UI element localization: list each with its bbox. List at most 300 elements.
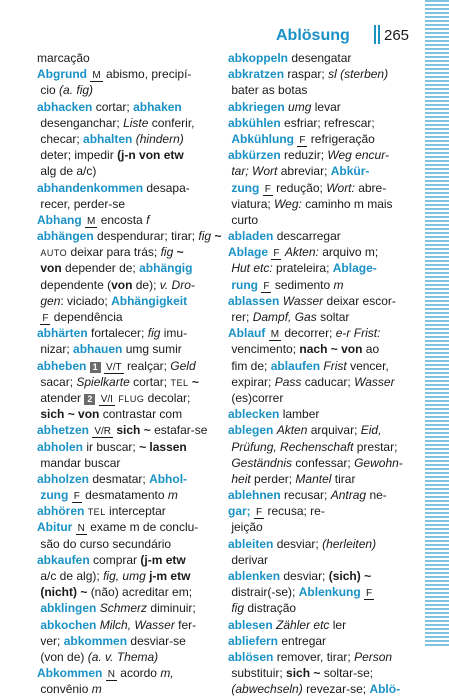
entry-line: [37, 260, 217, 276]
entry-line: [37, 633, 217, 649]
entry-text: umg sumir: [125, 342, 182, 357]
gender-label: N: [107, 669, 115, 681]
entry-line: [37, 293, 217, 309]
entry-text: deixar para trás;: [70, 245, 158, 260]
entry-text: convênio: [40, 682, 89, 697]
usage-note: Frist: [323, 358, 347, 373]
headword: abheben: [37, 358, 87, 373]
entry-line: [228, 471, 403, 487]
entry-text: desengatar: [291, 51, 352, 65]
entry-line: [37, 196, 217, 212]
entry-text: sich ~: [286, 666, 321, 681]
entry-text: soltar: [320, 310, 350, 324]
usage-note: m: [91, 682, 102, 697]
headword: ablehnen: [228, 488, 281, 503]
headword: abholzen: [37, 471, 90, 486]
usage-note: umg: [288, 99, 312, 114]
headword: abhängen: [37, 229, 94, 244]
entry-line: [228, 439, 403, 455]
entry-text: nizar;: [40, 342, 70, 357]
entry-text: jeição: [231, 520, 263, 535]
entry-line: [37, 681, 217, 697]
entry-text: de);: [132, 277, 157, 292]
usage-note: Person: [354, 649, 393, 664]
entry-line: [228, 147, 403, 163]
entry-text: ~: [176, 245, 184, 260]
headword: Ablage: [228, 245, 269, 260]
headword: abhärten: [37, 326, 88, 341]
headword: ablesen: [228, 617, 273, 632]
headword: abhängig: [139, 261, 193, 276]
headword: abhalten: [83, 131, 133, 146]
entry-line: [37, 341, 217, 357]
entry-text: viatura;: [231, 196, 271, 211]
usage-note: m: [167, 488, 178, 503]
entry-text: sich ~: [116, 423, 151, 438]
entry-text: fortalecer;: [91, 326, 145, 341]
entry-text: prateleira;: [276, 261, 330, 276]
entry-line: [228, 584, 403, 600]
usage-note: Dampf, Gas: [252, 310, 317, 324]
entry-line: [37, 66, 217, 82]
entry-text: cortar;: [95, 99, 130, 114]
entry-text: cortar;: [133, 374, 168, 389]
entry-text: desmatamento: [85, 488, 165, 503]
entry-text: entregar: [281, 633, 327, 648]
entry-text: caducar;: [304, 374, 351, 389]
entry-text: reduzir;: [284, 148, 325, 163]
domain-label: TEL: [87, 507, 106, 518]
entry-text: esfriar; refrescar;: [284, 115, 375, 130]
usage-note: tar;: [231, 164, 249, 179]
entry-line: [37, 325, 217, 341]
entry-line: [228, 649, 403, 665]
entry-text: desviar-se: [130, 633, 186, 648]
entry-text: abreviar;: [280, 164, 328, 179]
gender-label: F: [366, 588, 373, 600]
entry-line: [228, 50, 403, 66]
headword: Abkühlung: [231, 131, 294, 146]
gender-label: F: [299, 134, 306, 146]
entry-line: [228, 212, 403, 228]
entry-line: [228, 406, 403, 422]
entry-text: decorrer;: [284, 326, 333, 341]
entry-text: checar;: [40, 131, 80, 146]
entry-line: [228, 163, 403, 179]
entry-line: [37, 503, 217, 519]
entry-line: [228, 519, 403, 535]
entry-text: desmatar;: [92, 471, 146, 486]
usage-note: fig: [147, 326, 161, 341]
entry-text: descarregar: [276, 229, 341, 244]
usage-note: Gewohn-: [354, 455, 403, 470]
headword: Ablauf: [228, 326, 266, 341]
usage-note: fig: [160, 245, 174, 260]
entry-text: substituir;: [231, 666, 283, 681]
entry-text: redução;: [276, 180, 323, 195]
entry-line: [37, 487, 217, 503]
usage-note: m: [333, 277, 344, 292]
entry-text: sacar;: [40, 374, 74, 389]
headword: abholen: [37, 439, 84, 454]
entry-line: [228, 341, 403, 357]
headword: abhauen: [73, 342, 123, 357]
entry-text: deixar escor-: [326, 293, 396, 308]
entry-text: dependente (: [40, 277, 112, 292]
entry-text: recer, perder-se: [40, 196, 126, 211]
entry-line: [228, 600, 403, 616]
entry-text: ~: [214, 229, 222, 244]
entry-text: confessar;: [295, 455, 351, 470]
entry-line: [37, 600, 217, 616]
entry-text: fer-: [178, 617, 197, 632]
domain-label: FLUG: [118, 393, 145, 404]
headword: ablenken: [228, 569, 281, 583]
entry-line: [228, 390, 403, 406]
entry-text: recusa; re-: [267, 504, 325, 519]
entry-line: [228, 82, 403, 98]
entry-text: prestar;: [353, 439, 398, 454]
gender-label: F: [273, 248, 280, 260]
entry-line: [228, 358, 403, 374]
entry-line: [228, 503, 403, 519]
entry-text: abre-: [358, 180, 387, 195]
entry-text: levar: [314, 99, 341, 114]
usage-note: gen: [40, 293, 61, 308]
usage-note: Zähler etc: [276, 617, 330, 632]
entry-text: : viciado;: [60, 293, 108, 308]
gender-label: V/I: [100, 393, 113, 405]
headword: Abhängigkeit: [111, 293, 188, 308]
entry-line: [37, 180, 217, 196]
page-edge-stripe: [425, 0, 449, 648]
entry-line: [37, 471, 217, 487]
headword: abklingen: [40, 601, 97, 616]
entry-text: alg de a/c): [40, 164, 97, 179]
headword: abkommen: [63, 633, 128, 648]
entry-line: [228, 568, 403, 584]
headword: abliefern: [228, 633, 279, 648]
entry-line: [228, 552, 403, 568]
entry-text: ne-: [369, 488, 387, 503]
entry-text: contrastar com: [102, 407, 183, 422]
usage-note: Pass: [274, 374, 302, 389]
headword: Ablage-: [332, 261, 377, 276]
entry-text: dependência: [53, 310, 123, 324]
usage-note: fig, umg: [103, 569, 146, 583]
headword: abhacken: [37, 99, 93, 114]
gender-label: F: [73, 491, 80, 503]
entry-text: desviar;: [283, 569, 326, 583]
entry-line: [37, 50, 217, 66]
headword: Abhang: [37, 212, 82, 227]
gender-label: V/R: [94, 426, 112, 438]
entry-text: vencer,: [350, 358, 389, 373]
entry-text: remover, tirar;: [276, 649, 351, 664]
entry-line: [228, 293, 403, 309]
headword: abhandenkommen: [37, 180, 144, 195]
headword: abhaken: [133, 99, 182, 114]
entry-text: curto: [231, 212, 259, 227]
entry-line: [37, 244, 217, 260]
entry-line: [228, 228, 403, 244]
entry-text: desapa-: [146, 180, 190, 195]
entry-text: imu-: [163, 326, 188, 341]
entry-text: rer;: [231, 310, 250, 324]
entry-text: ao: [365, 342, 380, 357]
headword: abhören: [37, 504, 85, 519]
gender-label: F: [42, 313, 49, 324]
usage-note: Wort:: [326, 180, 355, 195]
entry-text: ver;: [40, 633, 61, 648]
entry-text: revezar-se;: [306, 682, 367, 697]
entry-line: [37, 552, 217, 568]
entry-text: depender de;: [65, 261, 136, 276]
entry-line: [37, 584, 217, 600]
usage-note: (abwechseln): [231, 682, 303, 697]
page-number: 265: [384, 27, 410, 44]
entry-text: distração: [247, 601, 297, 616]
sense-number: 1: [90, 362, 101, 373]
headword: ablegen: [228, 423, 274, 438]
usage-note: Prüfung, Rechenschaft: [231, 439, 354, 454]
headword: abhetzen: [37, 423, 90, 438]
entry-text: são do curso secundário: [40, 536, 172, 551]
headword: abkoppeln: [228, 51, 289, 65]
entry-line: [228, 487, 403, 503]
gender-label: M: [92, 70, 101, 82]
entry-text: (nicht) ~: [40, 585, 88, 600]
entry-text: arquivar;: [310, 423, 358, 438]
entry-line: [37, 115, 217, 131]
entry-line: [37, 228, 222, 244]
entry-text: soltar-se;: [323, 666, 374, 681]
usage-note: (a. fig): [59, 83, 94, 98]
entry-line: [228, 633, 403, 649]
usage-note: (hindern): [135, 131, 184, 146]
usage-note: Weg encur-: [327, 148, 389, 163]
entry-text: ~ lassen: [139, 439, 187, 454]
entry-line: [37, 99, 217, 115]
entry-text: (sich): [328, 569, 361, 583]
headword: ablecken: [228, 407, 280, 422]
entry-text: marcação: [37, 51, 90, 65]
gender-label: V/T: [106, 361, 122, 373]
entry-line: [37, 568, 217, 584]
entry-text: recusar;: [284, 488, 328, 503]
entry-line: [228, 665, 403, 681]
usage-note: f: [146, 212, 150, 227]
usage-note: Weg:: [274, 196, 302, 211]
usage-note: e-r Frist:: [335, 326, 381, 341]
headword: Ablö-: [369, 682, 401, 697]
entry-line: [228, 180, 403, 196]
entry-line: [37, 617, 217, 633]
gender-label: F: [263, 280, 270, 292]
entry-line: [228, 374, 403, 390]
sense-number: 2: [84, 394, 95, 405]
entry-text: j-m etw: [149, 569, 191, 583]
entry-text: bater as botas: [231, 83, 308, 98]
entry-text: von: [111, 277, 133, 292]
usage-note: (herleiten): [322, 536, 377, 551]
entry-text: lamber: [282, 407, 320, 422]
entry-line: [37, 406, 217, 422]
entry-text: derivar: [231, 552, 269, 567]
usage-note: Wasser: [282, 293, 324, 308]
headword: ableiten: [228, 536, 274, 551]
entry-line: [37, 665, 217, 681]
entry-text: encosta: [100, 212, 143, 227]
usage-note: m,: [160, 666, 174, 681]
headword: abkochen: [40, 617, 97, 632]
headword: Abkommen: [37, 666, 103, 681]
entry-line: [228, 115, 403, 131]
entry-line: [37, 309, 217, 325]
entry-text: tirar: [334, 471, 356, 486]
entry-text: distrair(-se);: [231, 585, 296, 600]
entry-line: [37, 131, 217, 147]
entry-text: estafar-se: [154, 423, 208, 438]
entry-text: mandar buscar: [40, 455, 121, 470]
entry-line: [228, 325, 403, 341]
entry-text: abismo, precipí-: [106, 67, 192, 82]
entry-text: despendurar; tirar;: [97, 229, 196, 244]
entry-text: realçar;: [126, 358, 167, 373]
entry-line: [37, 147, 217, 163]
headword: abkratzen: [228, 67, 285, 82]
usage-note: Geld: [170, 358, 196, 373]
headword: Abhol-: [149, 471, 188, 486]
usage-note: Akten:: [284, 245, 319, 260]
headword: rung: [231, 277, 259, 292]
usage-note: v. Dro-: [159, 277, 195, 292]
usage-note: Wasser: [354, 374, 395, 389]
entry-line: [37, 390, 217, 406]
entry-line: [228, 196, 403, 212]
entry-text: a/c de alg);: [40, 569, 100, 583]
entry-line: [228, 617, 403, 633]
entry-text: desenganchar;: [40, 115, 120, 130]
gender-label: F: [264, 183, 271, 195]
usage-note: fig: [231, 601, 245, 616]
entry-line: [228, 66, 403, 82]
headword: zung: [231, 180, 260, 195]
entry-text: (es)correr: [231, 390, 284, 405]
right-column: [228, 50, 403, 698]
entry-text: arquivo m;: [322, 245, 379, 260]
entry-text: caminho m mais: [305, 196, 393, 211]
usage-note: heit: [231, 471, 251, 486]
entry-line: [228, 455, 403, 471]
entry-text: deter; impedir: [40, 148, 114, 163]
usage-note: Wort: [252, 164, 278, 179]
page-header: [228, 24, 408, 46]
gender-label: M: [87, 215, 96, 227]
domain-label: AUTO: [40, 248, 68, 259]
entry-text: expirar;: [231, 374, 272, 389]
usage-note: Schmerz: [99, 601, 148, 616]
usage-note: Spielkarte: [76, 374, 130, 389]
entry-text: exame m de conclu-: [90, 520, 199, 535]
entry-line: [228, 309, 403, 325]
entry-text: (j-n von etw: [117, 148, 184, 163]
headword: ablösen: [228, 649, 274, 664]
domain-label: TEL: [170, 377, 189, 388]
entry-line: [228, 422, 403, 438]
entry-text: atender: [40, 390, 82, 405]
guide-word: Ablösung: [276, 27, 350, 44]
entry-text: (j-m etw: [140, 552, 186, 567]
usage-note: Antrag: [330, 488, 367, 503]
headword: Abkür-: [330, 164, 370, 179]
usage-note: Geständnis: [231, 455, 293, 470]
gender-label: F: [256, 507, 263, 519]
entry-text: refrigeração: [310, 131, 375, 146]
headword: ablaufen: [270, 358, 321, 373]
entry-text: (von de): [40, 649, 88, 664]
entry-text: acordo: [120, 666, 157, 681]
entry-text: sich ~ von: [40, 407, 100, 422]
entry-line: [37, 439, 217, 455]
entry-text: ler: [332, 617, 347, 632]
entry-text: fim de;: [231, 358, 268, 373]
headword: abkaufen: [37, 552, 90, 567]
entry-line: [37, 536, 217, 552]
entry-line: [228, 681, 403, 697]
usage-note: Liste: [123, 115, 149, 130]
entry-text: nach ~ von: [299, 342, 363, 357]
usage-note: sl (sterben): [328, 67, 389, 82]
entry-text: decolar;: [147, 390, 191, 405]
entry-text: comprar: [93, 552, 138, 567]
entry-line: [37, 422, 217, 438]
entry-line: [228, 536, 403, 552]
gender-label: N: [77, 523, 85, 535]
entry-text: conferir,: [151, 115, 195, 130]
entry-text: interceptar: [109, 504, 166, 519]
entry-text: vencimento;: [231, 342, 297, 357]
entry-line: [37, 212, 217, 228]
headword: zung: [40, 488, 69, 503]
entry-line: [228, 277, 403, 293]
entry-text: diminuir;: [150, 601, 196, 616]
entry-text: sedimento: [274, 277, 331, 292]
entry-line: [228, 99, 403, 115]
entry-text: perder;: [254, 471, 293, 486]
entry-line: [37, 519, 217, 535]
entry-text: raspar;: [287, 67, 325, 82]
headword: ablassen: [228, 293, 280, 308]
headword: gar;: [228, 504, 251, 519]
header-separator: [374, 25, 380, 44]
usage-note: Hut etc:: [231, 261, 273, 276]
headword: abkürzen: [228, 148, 281, 163]
usage-note: Eid,: [360, 423, 382, 438]
usage-note: (a. v. Thema): [87, 649, 159, 664]
entry-text: von: [40, 261, 62, 276]
entry-line: [228, 131, 403, 147]
usage-note: fig: [198, 229, 212, 244]
entry-line: [37, 358, 217, 374]
entry-text: desviar;: [276, 536, 319, 551]
entry-line: [37, 163, 217, 179]
headword: abkriegen: [228, 99, 285, 114]
usage-note: Milch, Wasser: [99, 617, 175, 632]
entry-text: ~: [191, 374, 199, 389]
gender-label: M: [270, 329, 280, 341]
entry-line: [37, 277, 217, 293]
